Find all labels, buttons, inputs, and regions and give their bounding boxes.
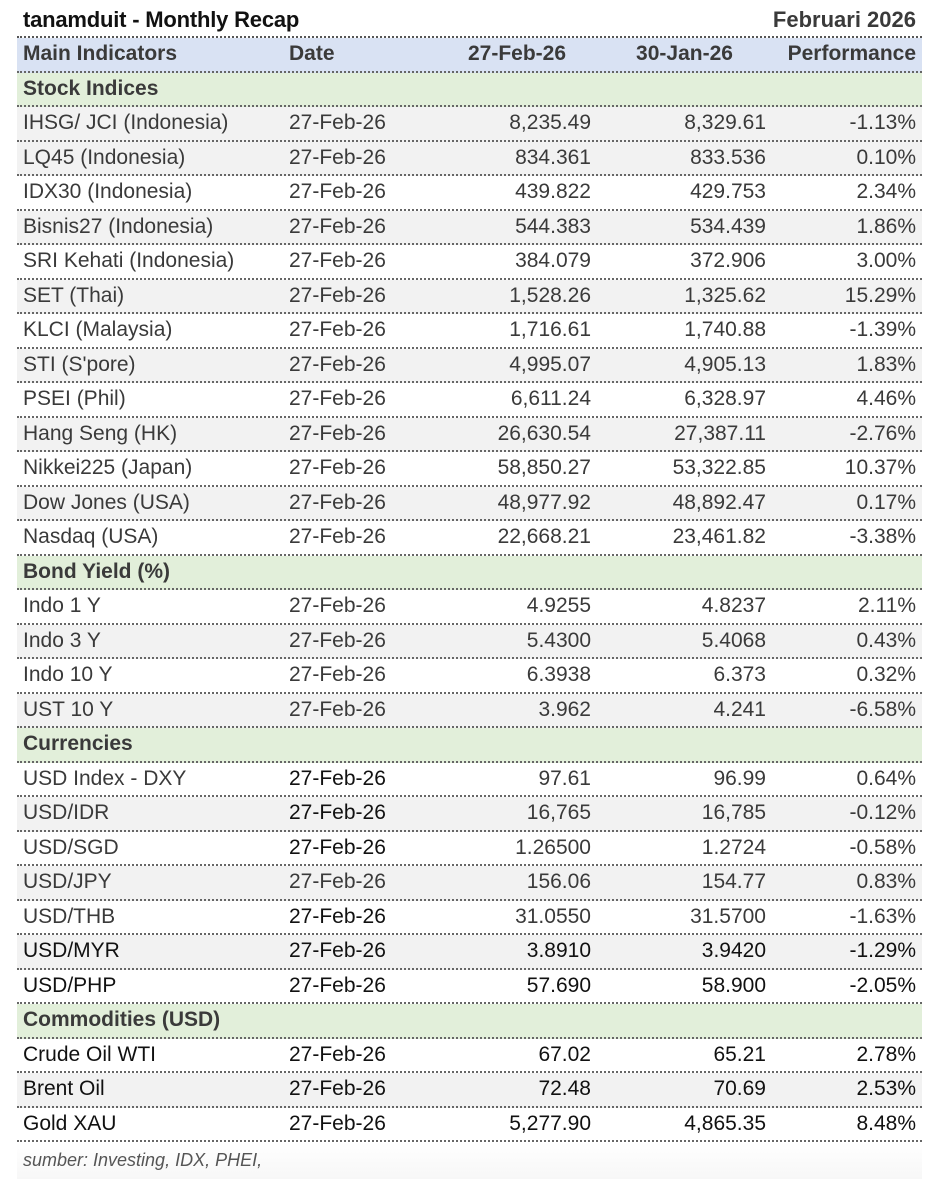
previous-value: 1,325.62 bbox=[684, 283, 766, 307]
indicator-name: STI (S'pore) bbox=[23, 352, 136, 376]
performance-value: 2.53% bbox=[856, 1077, 916, 1101]
previous-value: 27,387.11 bbox=[674, 421, 766, 445]
current-value: 439.822 bbox=[515, 180, 591, 204]
performance-value: 2.34% bbox=[856, 180, 916, 204]
performance-value: 0.32% bbox=[856, 663, 916, 687]
current-value: 48,977.92 bbox=[497, 490, 591, 514]
date-cell: 27-Feb-26 bbox=[289, 490, 386, 514]
indicator-name: IDX30 (Indonesia) bbox=[23, 180, 193, 204]
current-value: 834.361 bbox=[515, 145, 591, 169]
indicator-name: USD/JPY bbox=[23, 870, 112, 894]
current-value: 384.079 bbox=[515, 249, 591, 273]
date-cell: 27-Feb-26 bbox=[289, 318, 386, 342]
current-value: 156.06 bbox=[526, 870, 591, 894]
current-value: 3.8910 bbox=[526, 939, 591, 963]
date-cell: 27-Feb-26 bbox=[289, 180, 386, 204]
performance-value: 0.17% bbox=[856, 490, 916, 514]
indicator-name: Gold XAU bbox=[23, 1111, 117, 1135]
date-cell: 27-Feb-26 bbox=[289, 801, 386, 825]
previous-value: 65.21 bbox=[713, 1042, 766, 1066]
previous-value: 96.99 bbox=[713, 766, 766, 790]
indicator-name: IHSG/ JCI (Indonesia) bbox=[23, 111, 229, 135]
table-row bbox=[17, 211, 922, 246]
report-period: Februari 2026 bbox=[772, 7, 916, 32]
indicator-name: SET (Thai) bbox=[23, 283, 125, 307]
table-row bbox=[17, 832, 922, 867]
table-row bbox=[17, 659, 922, 694]
table-row bbox=[17, 901, 922, 936]
performance-value: -3.38% bbox=[849, 525, 916, 549]
current-value: 8,235.49 bbox=[509, 111, 591, 135]
previous-value: 154.77 bbox=[701, 870, 766, 894]
table-row bbox=[17, 694, 922, 729]
table-row bbox=[17, 280, 922, 315]
previous-value: 53,322.85 bbox=[672, 456, 766, 480]
date-cell: 27-Feb-26 bbox=[289, 387, 386, 411]
performance-value: 0.83% bbox=[856, 870, 916, 894]
date-cell: 27-Feb-26 bbox=[289, 1077, 386, 1101]
performance-value: -6.58% bbox=[849, 697, 916, 721]
section-title: Currencies bbox=[23, 732, 133, 756]
date-cell: 27-Feb-26 bbox=[289, 628, 386, 652]
title-row bbox=[17, 0, 922, 38]
performance-value: 1.86% bbox=[856, 214, 916, 238]
current-value: 6,611.24 bbox=[510, 387, 591, 411]
date-cell: 27-Feb-26 bbox=[289, 352, 386, 376]
date-cell: 27-Feb-26 bbox=[289, 835, 386, 859]
table-row bbox=[17, 763, 922, 798]
current-value: 16,765 bbox=[526, 801, 591, 825]
indicator-name: USD/MYR bbox=[23, 939, 120, 963]
table-row bbox=[17, 1039, 922, 1074]
indicator-name: KLCI (Malaysia) bbox=[23, 318, 173, 342]
previous-value: 5.4068 bbox=[701, 628, 766, 652]
table-row bbox=[17, 176, 922, 211]
section-title: Bond Yield (%) bbox=[23, 559, 170, 583]
previous-value: 31.5700 bbox=[690, 904, 766, 928]
indicator-name: Nasdaq (USA) bbox=[23, 525, 159, 549]
previous-value: 8,329.61 bbox=[684, 111, 766, 135]
date-cell: 27-Feb-26 bbox=[289, 249, 386, 273]
date-cell: 27-Feb-26 bbox=[289, 973, 386, 997]
date-cell: 27-Feb-26 bbox=[289, 870, 386, 894]
performance-value: -1.39% bbox=[849, 318, 916, 342]
section-header bbox=[17, 556, 922, 591]
indicator-name: Nikkei225 (Japan) bbox=[23, 456, 193, 480]
table-row bbox=[17, 142, 922, 177]
current-value: 544.383 bbox=[515, 214, 591, 238]
previous-value: 4.241 bbox=[713, 697, 766, 721]
indicator-name: Indo 3 Y bbox=[23, 628, 101, 652]
previous-value: 534.439 bbox=[690, 214, 766, 238]
monthly-recap-table bbox=[17, 0, 922, 1179]
indicator-name: Indo 10 Y bbox=[23, 663, 113, 687]
performance-value: -2.76% bbox=[849, 421, 916, 445]
table-row bbox=[17, 487, 922, 522]
table-body bbox=[17, 73, 922, 1143]
section-title: Stock Indices bbox=[23, 76, 159, 100]
previous-value: 1.2724 bbox=[701, 835, 766, 859]
performance-value: 2.78% bbox=[856, 1042, 916, 1066]
current-value: 4.9255 bbox=[526, 594, 591, 618]
previous-value: 6,328.97 bbox=[684, 387, 766, 411]
previous-value: 833.536 bbox=[690, 145, 766, 169]
previous-value: 4.8237 bbox=[701, 594, 766, 618]
table-row bbox=[17, 107, 922, 142]
date-cell: 27-Feb-26 bbox=[289, 145, 386, 169]
previous-value: 23,461.82 bbox=[672, 525, 766, 549]
indicator-name: PSEI (Phil) bbox=[23, 387, 126, 411]
column-header-row bbox=[17, 38, 922, 73]
current-value: 1,716.61 bbox=[509, 318, 591, 342]
previous-value: 70.69 bbox=[713, 1077, 766, 1101]
previous-value: 4,905.13 bbox=[684, 352, 766, 376]
table-row bbox=[17, 418, 922, 453]
performance-value: 8.48% bbox=[856, 1111, 916, 1135]
current-value: 97.61 bbox=[538, 766, 591, 790]
performance-value: 0.10% bbox=[856, 145, 916, 169]
table-row bbox=[17, 314, 922, 349]
header-date: Date bbox=[289, 42, 335, 66]
report-title: tanamduit - Monthly Recap bbox=[23, 7, 300, 32]
date-cell: 27-Feb-26 bbox=[289, 939, 386, 963]
table-row bbox=[17, 1073, 922, 1108]
current-value: 58,850.27 bbox=[497, 456, 591, 480]
previous-value: 1,740.88 bbox=[684, 318, 766, 342]
current-value: 26,630.54 bbox=[497, 421, 591, 445]
header-indicator: Main Indicators bbox=[23, 42, 178, 66]
current-value: 31.0550 bbox=[515, 904, 591, 928]
header-previous: 30-Jan-26 bbox=[636, 42, 733, 66]
performance-value: -2.05% bbox=[849, 973, 916, 997]
previous-value: 58.900 bbox=[701, 973, 766, 997]
indicator-name: Brent Oil bbox=[23, 1077, 105, 1101]
current-value: 22,668.21 bbox=[497, 525, 591, 549]
date-cell: 27-Feb-26 bbox=[289, 214, 386, 238]
performance-value: -0.58% bbox=[849, 835, 916, 859]
date-cell: 27-Feb-26 bbox=[289, 1111, 386, 1135]
section-header bbox=[17, 728, 922, 763]
indicator-name: Bisnis27 (Indonesia) bbox=[23, 214, 214, 238]
date-cell: 27-Feb-26 bbox=[289, 421, 386, 445]
performance-value: 10.37% bbox=[844, 456, 916, 480]
table-row bbox=[17, 970, 922, 1005]
performance-value: -1.29% bbox=[849, 939, 916, 963]
date-cell: 27-Feb-26 bbox=[289, 904, 386, 928]
current-value: 6.3938 bbox=[526, 663, 591, 687]
table-row bbox=[17, 935, 922, 970]
current-value: 1.26500 bbox=[515, 835, 591, 859]
header-current: 27-Feb-26 bbox=[467, 42, 567, 66]
table-row bbox=[17, 452, 922, 487]
date-cell: 27-Feb-26 bbox=[289, 594, 386, 618]
section-header bbox=[17, 73, 922, 108]
performance-value: 0.43% bbox=[856, 628, 916, 652]
table-row bbox=[17, 521, 922, 556]
table-row bbox=[17, 245, 922, 280]
current-value: 4,995.07 bbox=[509, 352, 591, 376]
previous-value: 4,865.35 bbox=[684, 1111, 766, 1135]
indicator-name: Crude Oil WTI bbox=[23, 1042, 157, 1066]
current-value: 57.690 bbox=[526, 973, 591, 997]
indicator-name: USD/THB bbox=[23, 904, 116, 928]
date-cell: 27-Feb-26 bbox=[289, 283, 386, 307]
header-performance: Performance bbox=[787, 42, 916, 66]
previous-value: 16,785 bbox=[701, 801, 766, 825]
indicator-name: USD/PHP bbox=[23, 973, 117, 997]
date-cell: 27-Feb-26 bbox=[289, 456, 386, 480]
table-row bbox=[17, 625, 922, 660]
performance-value: 1.83% bbox=[856, 352, 916, 376]
table-row bbox=[17, 797, 922, 832]
date-cell: 27-Feb-26 bbox=[289, 525, 386, 549]
section-header bbox=[17, 1004, 922, 1039]
performance-value: -1.63% bbox=[849, 904, 916, 928]
table-row bbox=[17, 866, 922, 901]
indicator-name: USD/SGD bbox=[23, 835, 119, 859]
performance-value: 2.11% bbox=[858, 594, 916, 618]
indicator-name: Dow Jones (USA) bbox=[23, 490, 190, 514]
indicator-name: SRI Kehati (Indonesia) bbox=[23, 249, 235, 273]
performance-value: 4.46% bbox=[856, 387, 916, 411]
date-cell: 27-Feb-26 bbox=[289, 1042, 386, 1066]
current-value: 3.962 bbox=[538, 697, 591, 721]
date-cell: 27-Feb-26 bbox=[289, 111, 386, 135]
table-row bbox=[17, 349, 922, 384]
performance-value: 0.64% bbox=[856, 766, 916, 790]
performance-value: 15.29% bbox=[844, 283, 916, 307]
performance-value: -1.13% bbox=[849, 111, 916, 135]
indicator-name: Indo 1 Y bbox=[23, 594, 101, 618]
section-title: Commodities (USD) bbox=[23, 1008, 221, 1032]
indicator-name: USD Index - DXY bbox=[23, 766, 187, 790]
previous-value: 429.753 bbox=[690, 180, 766, 204]
performance-value: 3.00% bbox=[856, 249, 916, 273]
performance-value: -0.12% bbox=[849, 801, 916, 825]
current-value: 67.02 bbox=[538, 1042, 591, 1066]
current-value: 5,277.90 bbox=[509, 1111, 591, 1135]
date-cell: 27-Feb-26 bbox=[289, 663, 386, 687]
indicator-name: UST 10 Y bbox=[23, 697, 114, 721]
previous-value: 48,892.47 bbox=[672, 490, 766, 514]
current-value: 72.48 bbox=[538, 1077, 591, 1101]
table-row bbox=[17, 590, 922, 625]
date-cell: 27-Feb-26 bbox=[289, 766, 386, 790]
indicator-name: USD/IDR bbox=[23, 801, 110, 825]
table-row bbox=[17, 1108, 922, 1143]
previous-value: 6.373 bbox=[713, 663, 766, 687]
indicator-name: Hang Seng (HK) bbox=[23, 421, 178, 445]
previous-value: 372.906 bbox=[690, 249, 766, 273]
table-row bbox=[17, 383, 922, 418]
source-note: sumber: Investing, IDX, PHEI, bbox=[17, 1142, 922, 1179]
current-value: 5.4300 bbox=[526, 628, 591, 652]
previous-value: 3.9420 bbox=[701, 939, 766, 963]
date-cell: 27-Feb-26 bbox=[289, 697, 386, 721]
indicator-name: LQ45 (Indonesia) bbox=[23, 145, 186, 169]
current-value: 1,528.26 bbox=[509, 283, 591, 307]
